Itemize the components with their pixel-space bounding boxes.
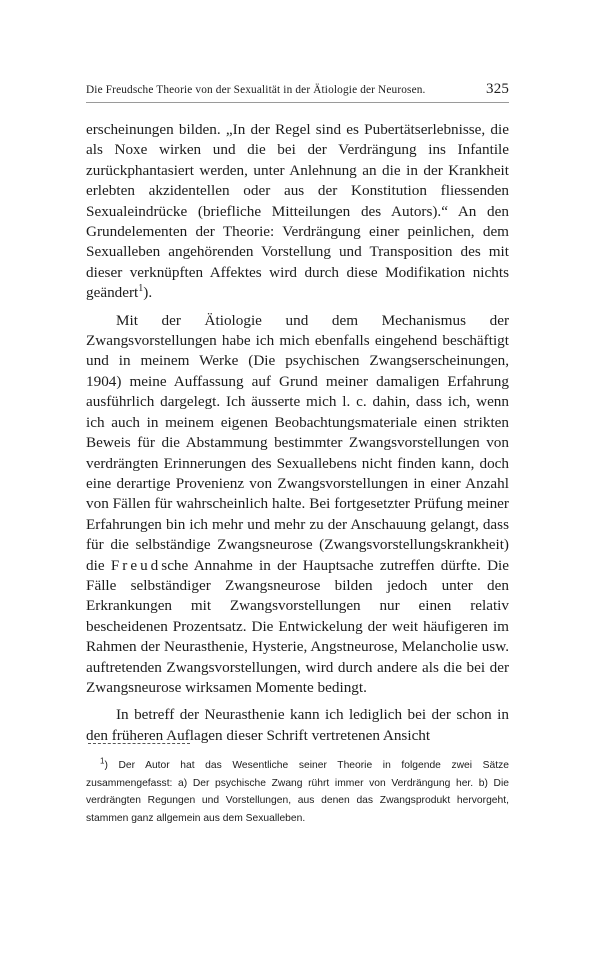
footnote-mark: 1 <box>100 756 105 766</box>
header-rule <box>86 102 509 103</box>
paragraph-2-text-b: sche Annahme in der Hauptsache zutreffen dürfte. Die Fälle selbständiger Zwangsneurose bilden jedoch unter den Erkrankungen mit Zwangsvorstellungen nur einen relativ bescheidenen Prozentsatz. Die Entwickelung der weit häufigeren im Rahmen der Neurasthenie, Hysterie, Angstneurose, Melancholie usw. auftretenden Zwangsvorstellungen, wird durch andere als die bei der Zwangsneurose wirksamen Momente bedingt. <box>86 556 509 696</box>
footnote <box>86 757 509 827</box>
paragraph-1-text: erscheinungen bilden. „In der Regel sind es Pubertätserlebnisse, die als Noxe wirken und die bei der Verdrängung ins Infantile zurückphantasiert werden, unter Anlehnung an die in der Krankheit erlebten akzidentellen oder aus der Konstitution fliessenden Sexualeindrücke (briefliche Mitteilungen des Autors).“ An den Grundelementen der Theorie: Verdrängung einer peinlichen, dem Sexualleben angehörenden Vorstellung und Transposition des mit dieser verknüpften Affektes wird durch diese Modifikation nichts geändert <box>86 121 509 302</box>
paragraph-3-text: In betreff der Neurasthenie kann ich lediglich bei der schon in den früheren Auflagen dieser Schrift vertretenen Ansicht <box>86 706 509 744</box>
footnote-reference: 1 <box>138 283 144 295</box>
paragraph-1 <box>86 120 509 304</box>
paragraph-1-end: ). <box>143 284 153 302</box>
paragraph-2 <box>86 311 509 699</box>
body-text <box>86 120 509 746</box>
page-number: 325 <box>486 81 509 97</box>
running-title: Die Freudsche Theorie von der Sexualität in der Ätiologie der Neurosen. <box>86 84 426 96</box>
paragraph-2-text-a: Mit der Ätiologie und dem Mechanismus der Zwangsvorstellungen habe ich mich ebenfalls eingehend beschäftigt und in meinem Werke (Die psychischen Zwangserscheinungen, 1904) meine Auffassung auf Grund meiner damaligen Erfahrung ausführlich dargelegt. Ich äusserte mich l. c. dahin, dass ich, wenn ich auch in meinem eigenen Beobachtungsmateriale einen strikten Beweis für die Abstammung bestimmter Zwangsvorstellungen von verdrängten Erinnerungen des Sexuallebens nicht finden kann, doch eine derartige Provenienz von Zwangsvorstellungen in einer Anzahl von Fällen für wahrscheinlich halte. Bei fortgesetzter Prüfung meiner Erfahrungen bin ich mehr und mehr zu der Anschauung gelangt, dass für die selbständige Zwangsneurose (Zwangsvorstellungskrankheit) die <box>86 311 509 574</box>
footnote-text: ) Der Autor hat das Wesentliche seiner Theorie in folgende zwei Sätze zusammengefasst: a) Der psychische Zwang rührt immer von Verdrängung her. b) Die verdrängten Regungen und Vorstellungen, aus denen das Zwangsprodukt hervorgeht, stammen ganz allgemein aus dem Sexualleben. <box>86 760 509 824</box>
footnote-rule <box>88 743 190 744</box>
author-name-spaced: Freud <box>110 556 162 574</box>
paragraph-3 <box>86 705 509 746</box>
